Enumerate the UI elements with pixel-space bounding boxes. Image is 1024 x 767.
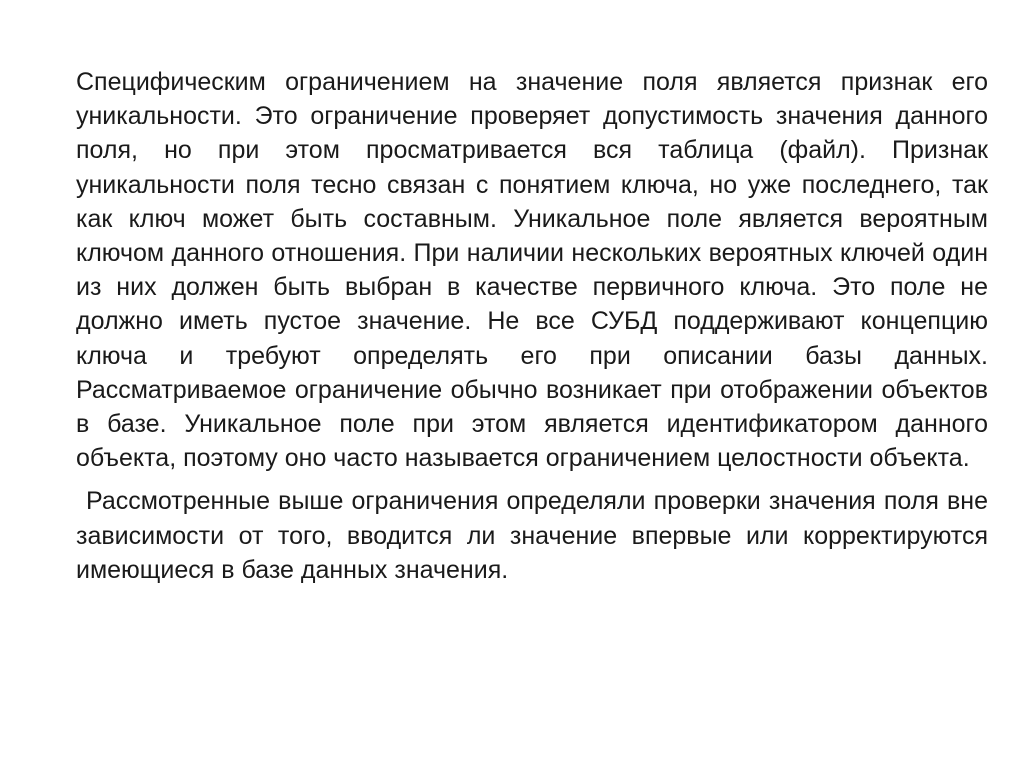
paragraph-summary: Рассмотренные выше ограничения определяли проверки значения поля вне зависимости от того, вводится ли значение впервые или корректируются имеющиеся в базе данных значения. <box>76 487 988 584</box>
slide-body <box>76 65 988 587</box>
paragraph-uniqueness: Специфическим ограничением на значение поля является признак его уникальности. Это ограничение проверяет допустимость значения данного поля, но при этом просматривается вся таблица (файл). Признак уникальности поля тесно связан с понятием ключа, но уже последнего, так как ключ может быть составным. Уникальное поле является вероятным ключом данного отношения. При наличии нескольких вероятных ключей один из них должен быть выбран в качестве первичного ключа. Это поле не должно иметь пустое значение. Не все СУБД поддерживают концепцию ключа и требуют определять его при описании базы данных. Рассматриваемое ограничение обычно возникает при отображении объектов в базе. Уникальное поле при этом является идентификатором данного объекта, поэтому оно часто называется ограничением целостности объекта. <box>76 68 988 473</box>
